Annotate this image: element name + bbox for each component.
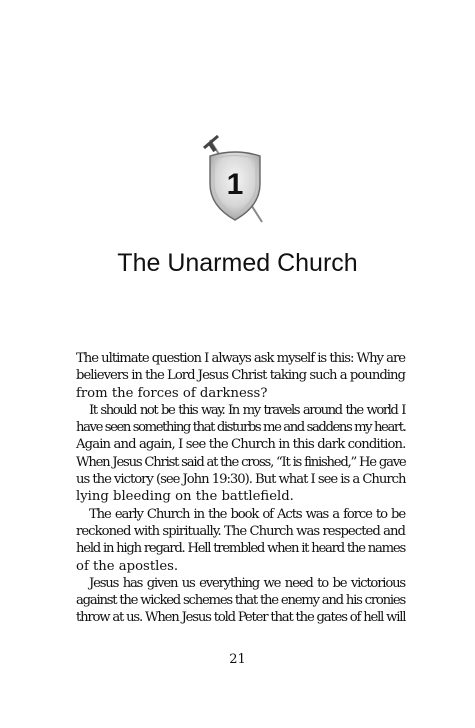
paragraph bbox=[76, 350, 405, 402]
chapter-body bbox=[76, 350, 405, 627]
text-line: from the forces of darkness? bbox=[76, 385, 268, 401]
text-line: us the victory (see John 19:30). But what I see is a Church bbox=[76, 472, 406, 488]
text-line: held in high regard. Hell trembled when it heard the names bbox=[76, 541, 405, 557]
text-line: Jesus has given us everything we need to be victorious bbox=[89, 575, 405, 591]
text-line: The ultimate question I always ask myself is this: Why are bbox=[76, 351, 405, 366]
text-line: reckoned with spiritually. The Church was respected and bbox=[76, 523, 405, 539]
text-line: believers in the Lord Jesus Christ taking such a pounding bbox=[76, 368, 405, 384]
chapter-emblem bbox=[196, 134, 274, 226]
text-line: When Jesus Christ said at the cross, “It is finished,” He gave bbox=[76, 454, 406, 470]
text-line: lying bleeding on the battlefield. bbox=[76, 489, 294, 505]
chapter-number: 1 bbox=[226, 168, 244, 201]
page-number: 21 bbox=[229, 652, 246, 667]
text-line: throw at us. When Jesus told Peter that the gates of hell will bbox=[76, 610, 406, 626]
paragraph bbox=[76, 506, 405, 575]
chapter-title: The Unarmed Church bbox=[117, 249, 358, 277]
text-line: of the apostles. bbox=[76, 558, 179, 574]
text-line: Again and again, I see the Church in this dark condition. bbox=[76, 437, 406, 453]
text-line: The early Church in the book of Acts was a force to be bbox=[89, 506, 405, 522]
text-line: have seen something that disturbs me and saddens my heart. bbox=[76, 420, 406, 436]
text-line: It should not be this way. In my travels around the world I bbox=[89, 402, 405, 418]
paragraph bbox=[76, 575, 405, 627]
text-line: against the wicked schemes that the enemy and his cronies bbox=[76, 593, 405, 609]
paragraph bbox=[76, 402, 405, 506]
